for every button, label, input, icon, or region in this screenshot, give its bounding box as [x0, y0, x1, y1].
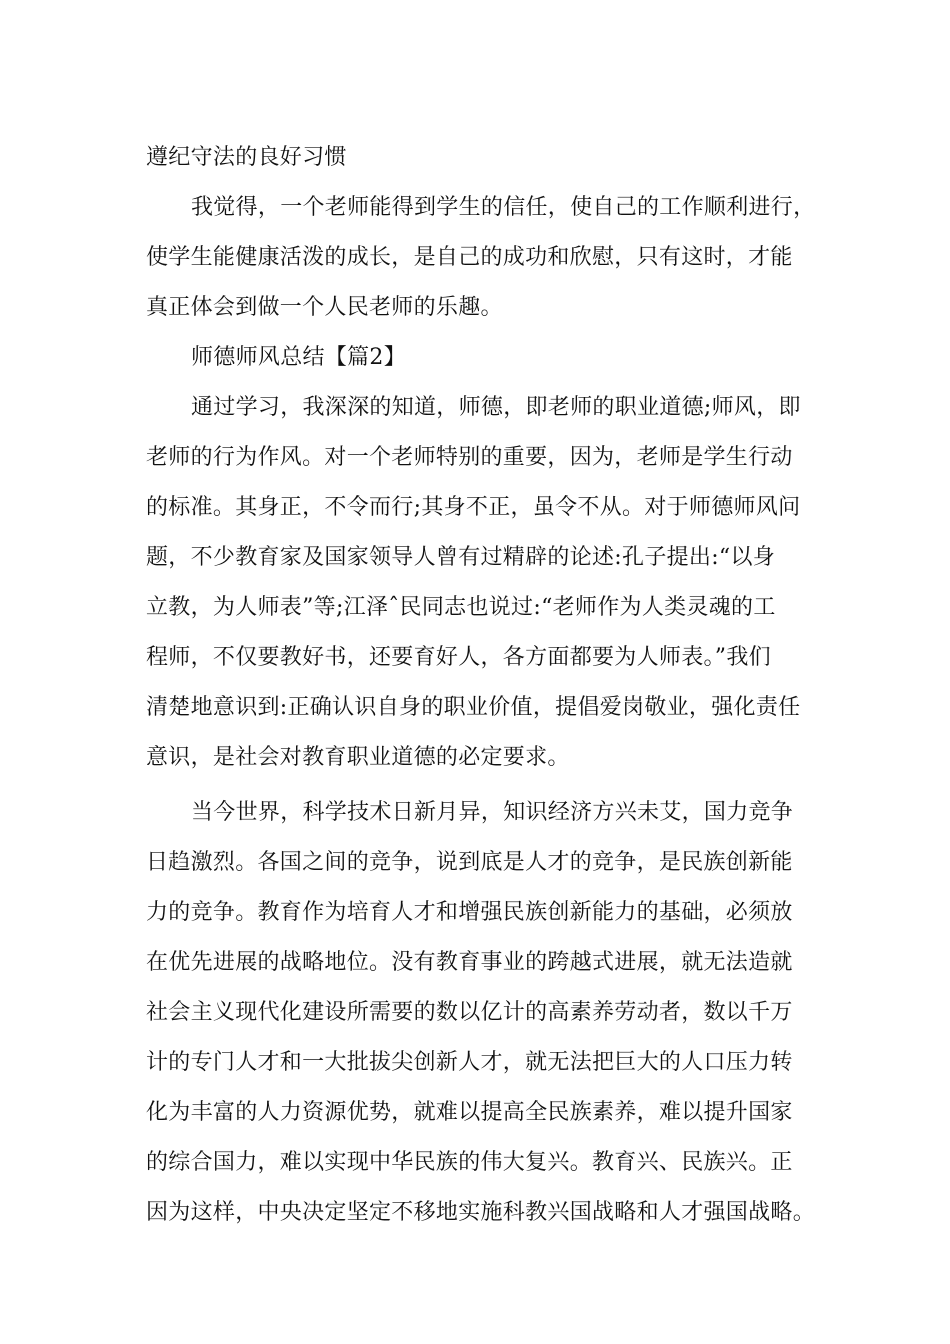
text-line: 遵纪守法的良好习惯 [146, 145, 347, 170]
text-line: 计的专门人才和一大批拔尖创新人才，就无法把巨大的人口压力转 [146, 1050, 793, 1075]
document-page [146, 133, 836, 1238]
text-line: 清楚地意识到:正确认识自身的职业价值，提倡爱岗敬业，强化责任 [146, 695, 801, 720]
text-line: 化为丰富的人力资源优势，就难以提高全民族素养，难以提升国家 [146, 1100, 793, 1125]
paragraph-first-line: 我觉得，一个老师能得到学生的信任，使自己的工作顺利进行， [191, 195, 816, 220]
text-line: 因为这样，中央决定坚定不移地实施科教兴国战略和人才强国战略。 [146, 1200, 816, 1225]
text-line: 使学生能健康活泼的成长，是自己的成功和欣慰，只有这时，才能 [146, 245, 793, 270]
text-line: 意识，是社会对教育职业道德的必定要求。 [146, 745, 570, 770]
text-line: 力的竞争。教育作为培育人才和增强民族创新能力的基础，必须放 [146, 900, 793, 925]
paragraph-first-line: 通过学习，我深深的知道，师德，即老师的职业道德;师风，即 [191, 395, 801, 420]
text-line: 日趋激烈。各国之间的竞争，说到底是人才的竞争，是民族创新能 [146, 850, 793, 875]
text-line: 立教，为人师表”等;江泽ˆ民同志也说过:“老师作为人类灵魂的工 [146, 595, 776, 620]
text-line: 的综合国力，难以实现中华民族的伟大复兴。教育兴、民族兴。正 [146, 1150, 793, 1175]
text-line: 程师，不仅要教好书，还要育好人，各方面都要为人师表。”我们 [146, 645, 771, 670]
text-line: 在优先进展的战略地位。没有教育事业的跨越式进展，就无法造就 [146, 950, 793, 975]
section-heading: 师德师风总结【篇2】 [191, 345, 406, 370]
text-line: 真正体会到做一个人民老师的乐趣。 [146, 295, 503, 320]
text-line: 的标准。其身正，不令而行;其身不正，虽令不从。对于师德师风问 [146, 495, 801, 520]
text-line: 老师的行为作风。对一个老师特别的重要，因为，老师是学生行动 [146, 445, 793, 470]
text-line: 社会主义现代化建设所需要的数以亿计的高素养劳动者，数以千万 [146, 1000, 793, 1025]
paragraph-first-line: 当今世界，科学技术日新月异，知识经济方兴未艾，国力竞争 [191, 800, 794, 825]
text-line: 题，不少教育家及国家领导人曾有过精辟的论述:孔子提出:“以身 [146, 545, 776, 570]
